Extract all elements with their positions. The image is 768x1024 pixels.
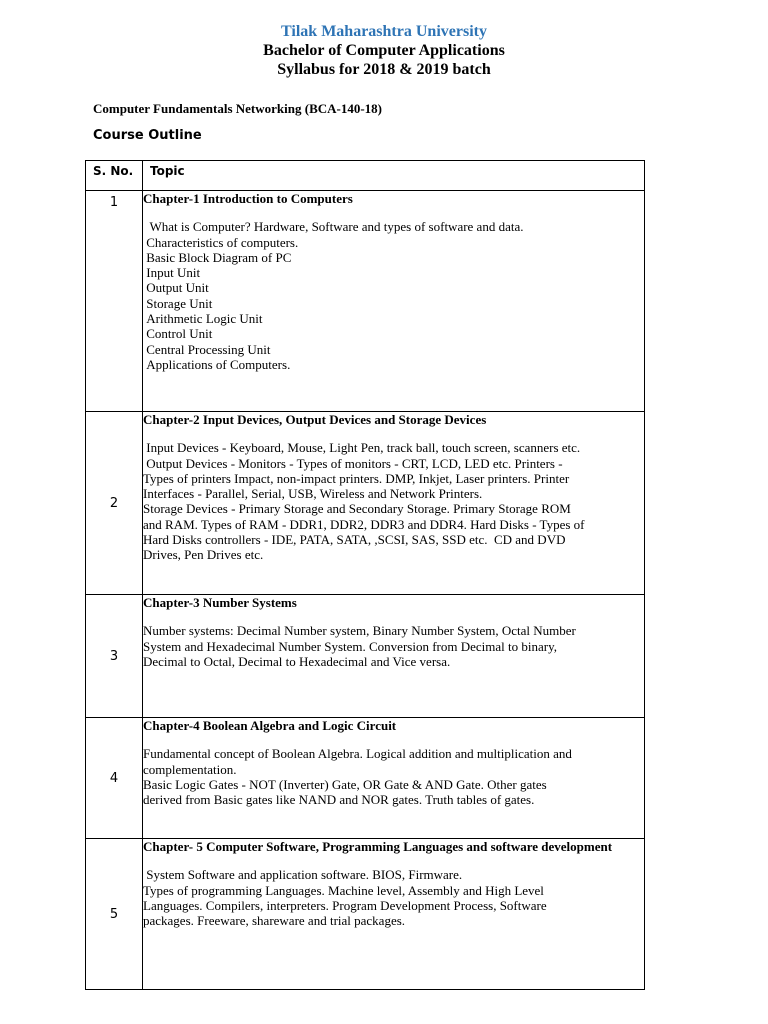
content-line: Basic Block Diagram of PC bbox=[143, 249, 292, 265]
content-line: Types of printers Impact, non-impact printers. DMP, Inkjet, Laser printers. Printer bbox=[143, 470, 570, 486]
university-name: Tilak Maharashtra University bbox=[281, 23, 487, 40]
content-line: derived from Basic gates like NAND and NOR gates. Truth tables of gates. bbox=[143, 792, 535, 808]
row-topic bbox=[143, 191, 645, 412]
chapter-title: Chapter-4 Boolean Algebra and Logic Circuit bbox=[143, 718, 397, 733]
chapter-content bbox=[143, 746, 644, 807]
content-line: Central Processing Unit bbox=[143, 341, 271, 357]
content-line: Languages. Compilers, interpreters. Program Development Process, Software bbox=[143, 897, 547, 913]
row-topic bbox=[143, 718, 645, 839]
row-topic bbox=[143, 412, 645, 595]
content-line: Output Unit bbox=[143, 280, 209, 296]
table-row bbox=[86, 412, 645, 595]
row-number: 3 bbox=[86, 595, 143, 718]
syllabus-batch: Syllabus for 2018 & 2019 batch bbox=[277, 61, 491, 78]
content-line: Types of programming Languages. Machine level, Assembly and High Level bbox=[143, 882, 544, 898]
table-row bbox=[86, 718, 645, 839]
content-line: Drives, Pen Drives etc. bbox=[143, 547, 264, 563]
chapter-title: Chapter-3 Number Systems bbox=[143, 595, 297, 610]
content-line: System Software and application software. BIOS, Firmware. bbox=[143, 867, 463, 883]
content-line: Decimal to Octal, Decimal to Hexadecimal and Vice versa. bbox=[143, 653, 451, 669]
row-number: 5 bbox=[86, 839, 143, 990]
chapter-content bbox=[143, 219, 644, 372]
content-line: Storage Unit bbox=[143, 295, 213, 311]
row-topic bbox=[143, 595, 645, 718]
course-outline-heading: Course Outline bbox=[93, 128, 202, 143]
content-line: and RAM. Types of RAM - DDR1, DDR2, DDR3 and DDR4. Hard Disks - Types of bbox=[143, 516, 585, 532]
chapter-title: Chapter-2 Input Devices, Output Devices and Storage Devices bbox=[143, 412, 487, 427]
header-topic: Topic bbox=[143, 161, 645, 191]
row-number: 4 bbox=[86, 718, 143, 839]
content-line: System and Hexadecimal Number System. Conversion from Decimal to binary, bbox=[143, 638, 557, 654]
content-line: Input Unit bbox=[143, 265, 201, 281]
table-row bbox=[86, 839, 645, 990]
chapter-content bbox=[143, 623, 644, 669]
content-line: Fundamental concept of Boolean Algebra. Logical addition and multiplication and bbox=[143, 746, 572, 762]
degree-name: Bachelor of Computer Applications bbox=[263, 42, 505, 59]
table-header-row bbox=[86, 161, 645, 191]
content-line: Applications of Computers. bbox=[143, 356, 291, 372]
row-number: 2 bbox=[86, 412, 143, 595]
content-line: Output Devices - Monitors - Types of monitors - CRT, LCD, LED etc. Printers - bbox=[143, 455, 563, 471]
table-row bbox=[86, 191, 645, 412]
chapter-title: Chapter-1 Introduction to Computers bbox=[143, 191, 353, 206]
content-line: Hard Disks controllers - IDE, PATA, SATA, ,SCSI, SAS, SSD etc. CD and DVD bbox=[143, 532, 566, 548]
course-title: Computer Fundamentals Networking (BCA-140-18) bbox=[93, 101, 383, 116]
content-line: Number systems: Decimal Number system, Binary Number System, Octal Number bbox=[143, 623, 576, 639]
content-line: Input Devices - Keyboard, Mouse, Light Pen, track ball, touch screen, scanners etc. bbox=[143, 440, 581, 456]
header-sno: S. No. bbox=[86, 161, 143, 191]
content-line: Storage Devices - Primary Storage and Secondary Storage. Primary Storage ROM bbox=[143, 501, 571, 517]
content-line: Control Unit bbox=[143, 326, 213, 342]
content-line: Basic Logic Gates - NOT (Inverter) Gate, OR Gate & AND Gate. Other gates bbox=[143, 776, 547, 792]
chapter-content bbox=[143, 867, 644, 928]
content-line: Interfaces - Parallel, Serial, USB, Wireless and Network Printers. bbox=[143, 486, 483, 502]
row-number: 1 bbox=[86, 191, 143, 412]
chapter-title: Chapter- 5 Computer Software, Programming Languages and software development bbox=[143, 839, 613, 854]
row-topic bbox=[143, 839, 645, 990]
course-outline-table bbox=[85, 160, 645, 990]
table-row bbox=[86, 595, 645, 718]
document-header bbox=[0, 22, 768, 79]
content-line: Arithmetic Logic Unit bbox=[143, 311, 263, 327]
content-line: packages. Freeware, shareware and trial packages. bbox=[143, 913, 406, 929]
chapter-content bbox=[143, 440, 644, 562]
content-line: What is Computer? Hardware, Software and types of software and data. bbox=[143, 219, 524, 235]
content-line: complementation. bbox=[143, 761, 237, 777]
content-line: Characteristics of computers. bbox=[143, 234, 299, 250]
